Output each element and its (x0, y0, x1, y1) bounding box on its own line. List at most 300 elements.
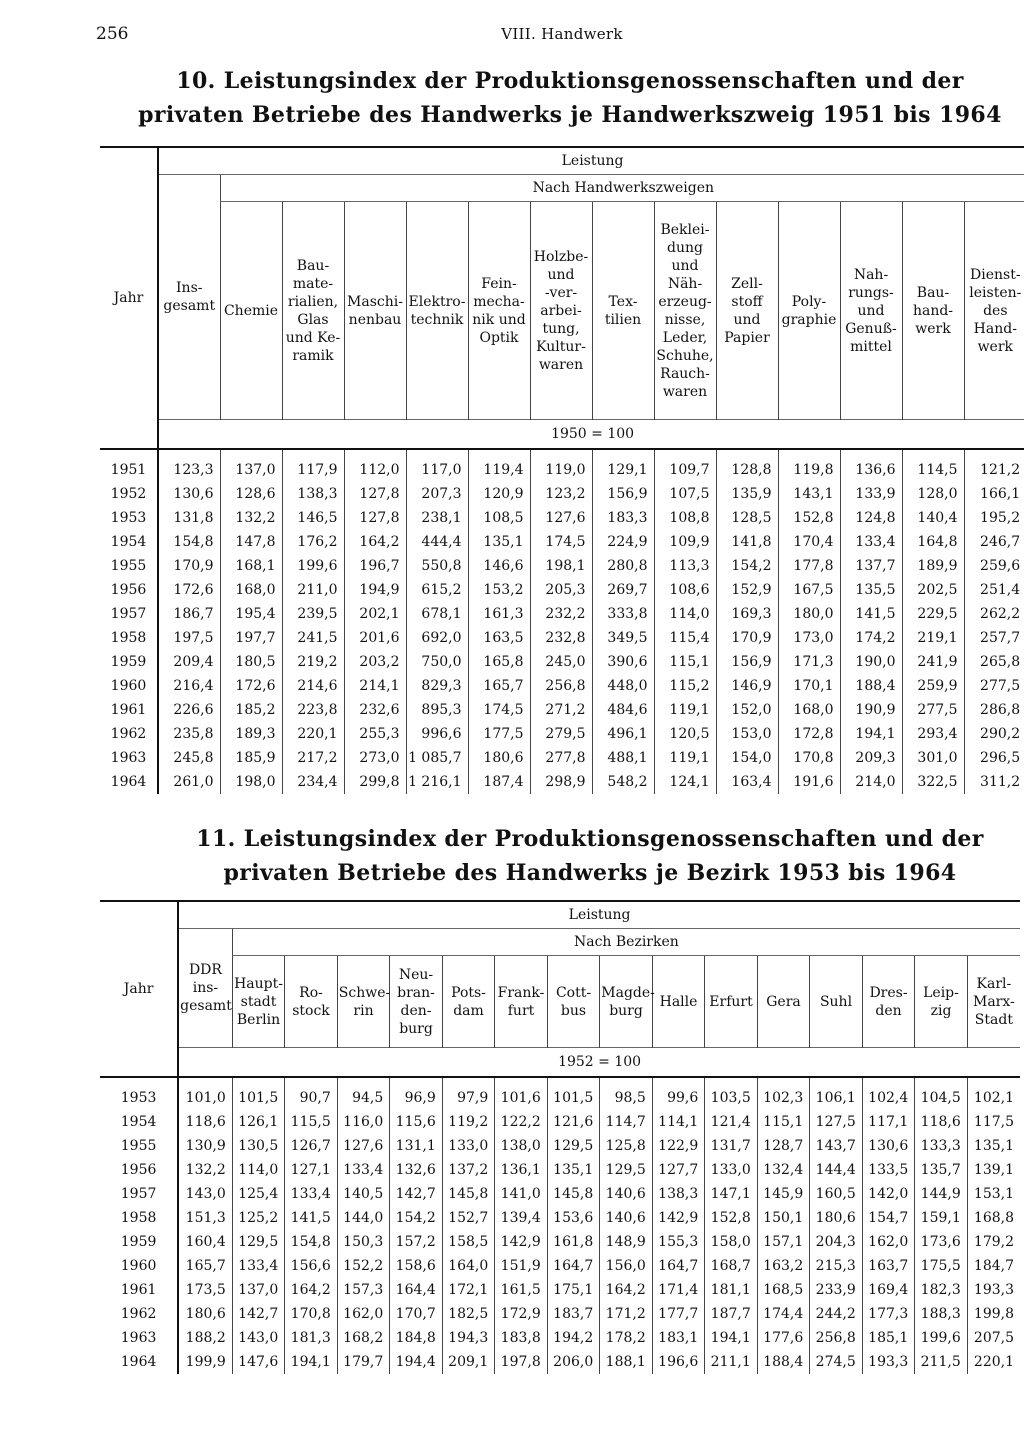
table10-cell: 219,2 (282, 650, 344, 674)
table10-cell: 290,2 (964, 722, 1024, 746)
table10-cell: 109,9 (654, 530, 716, 554)
table10-cell: 209,3 (840, 746, 902, 770)
table11-cell: 141,5 (285, 1206, 338, 1230)
table11-cell: 152,2 (337, 1254, 390, 1278)
table10-cell: 299,8 (344, 770, 406, 794)
table10-cell: 119,8 (778, 449, 840, 482)
table11-cell: 177,3 (862, 1302, 915, 1326)
table11-cell: 164,4 (390, 1278, 443, 1302)
table11-cell: 194,1 (285, 1350, 338, 1374)
table10-row-year: 1952 (110, 486, 147, 502)
table10-cell: 128,8 (716, 449, 778, 482)
table10-col-10: Poly- graphie (778, 202, 840, 420)
table11-cell: 101,6 (495, 1077, 548, 1110)
table10-cell: 895,3 (406, 698, 468, 722)
table11-cell: 175,5 (915, 1254, 968, 1278)
table-row (100, 770, 1024, 794)
table10-cell: 296,5 (964, 746, 1024, 770)
table11-cell: 175,1 (547, 1278, 600, 1302)
table11-cell: 125,2 (232, 1206, 285, 1230)
table11-cell: 121,4 (705, 1110, 758, 1134)
table10-row-year: 1959 (110, 654, 147, 670)
table10-cell: 115,2 (654, 674, 716, 698)
table10-cell: 112,0 (344, 449, 406, 482)
table11-cell: 157,3 (337, 1278, 390, 1302)
table10-cell: 124,1 (654, 770, 716, 794)
table10-cell: 133,4 (840, 530, 902, 554)
table11-cell: 138,0 (495, 1134, 548, 1158)
table10-cell: 444,4 (406, 530, 468, 554)
table11-cell: 181,1 (705, 1278, 758, 1302)
table10-row-year: 1964 (110, 774, 147, 790)
table10-cell: 488,1 (592, 746, 654, 770)
table11 (100, 900, 1020, 1374)
table10-cell: 143,1 (778, 482, 840, 506)
table10-cell: 156,9 (592, 482, 654, 506)
table10-cell: 271,2 (530, 698, 592, 722)
table10-cell: 123,3 (158, 449, 220, 482)
table11-cell: 126,1 (232, 1110, 285, 1134)
table-row (100, 674, 1024, 698)
table10-cell: 201,6 (344, 626, 406, 650)
table10-cell: 185,2 (220, 698, 282, 722)
table10-cell: 121,2 (964, 449, 1024, 482)
table10-col-7: Tex- tilien (592, 202, 654, 420)
table10-cell: 261,0 (158, 770, 220, 794)
table-row (100, 746, 1024, 770)
table11-cell: 158,6 (390, 1254, 443, 1278)
table10-cell: 119,4 (468, 449, 530, 482)
table10-cell: 161,3 (468, 602, 530, 626)
table11-cell: 117,5 (967, 1110, 1020, 1134)
table11-row-year: 1953 (120, 1090, 157, 1106)
table-row (100, 554, 1024, 578)
table11-cell: 114,7 (600, 1110, 653, 1134)
table-row (100, 1254, 1020, 1278)
table11-cell: 130,5 (232, 1134, 285, 1158)
table10-cell: 235,8 (158, 722, 220, 746)
table10-cell: 548,2 (592, 770, 654, 794)
table11-base-label: 1952 = 100 (178, 1048, 1020, 1078)
table11-cell: 180,6 (810, 1206, 863, 1230)
table10-cell: 223,8 (282, 698, 344, 722)
table10-row-year: 1956 (110, 582, 147, 598)
table10-cell: 262,2 (964, 602, 1024, 626)
table11-cell: 129,5 (232, 1230, 285, 1254)
table10-cell: 484,6 (592, 698, 654, 722)
table10-cell: 194,1 (840, 722, 902, 746)
table11-cell: 143,0 (178, 1182, 232, 1206)
table10-cell: 241,9 (902, 650, 964, 674)
table11-cell: 194,3 (442, 1326, 495, 1350)
table10-cell: 214,6 (282, 674, 344, 698)
table-row (100, 1182, 1020, 1206)
table10-row-year: 1963 (110, 750, 147, 766)
table10-cell: 198,0 (220, 770, 282, 794)
table11-cell: 104,5 (915, 1077, 968, 1110)
table-row (100, 1302, 1020, 1326)
table11-cell: 157,2 (390, 1230, 443, 1254)
table10-cell: 109,7 (654, 449, 716, 482)
table11-cell: 206,0 (547, 1350, 600, 1374)
table11-cell: 193,3 (967, 1278, 1020, 1302)
table10-cell: 167,5 (778, 578, 840, 602)
table10-cell: 170,4 (778, 530, 840, 554)
table10-cell: 146,6 (468, 554, 530, 578)
running-head: VIII. Handwerk (501, 25, 623, 43)
table11-cell: 188,2 (178, 1326, 232, 1350)
table10-col-2: Bau- mate- rialien, Glas und Ke- ramik (282, 202, 344, 420)
table11-row-year: 1963 (120, 1330, 157, 1346)
table10-cell: 256,8 (530, 674, 592, 698)
table11-cell: 127,6 (337, 1134, 390, 1158)
table11-cell: 102,4 (862, 1077, 915, 1110)
table11-cell: 103,5 (705, 1077, 758, 1110)
table10-cell: 177,5 (468, 722, 530, 746)
table10-cell: 349,5 (592, 626, 654, 650)
table11-cell: 106,1 (810, 1077, 863, 1110)
table11-cell: 133,3 (915, 1134, 968, 1158)
table10-cell: 293,4 (902, 722, 964, 746)
table11-row-year: 1957 (120, 1186, 157, 1202)
table11-cell: 174,4 (757, 1302, 810, 1326)
table11-cell: 118,6 (178, 1110, 232, 1134)
table11-row-year: 1958 (120, 1210, 157, 1226)
table11-title-line2: privaten Betriebe des Handwerks je Bezirk 1953 bis 1964 (223, 860, 957, 886)
table11-cell: 185,1 (862, 1326, 915, 1350)
table11-cell: 144,4 (810, 1158, 863, 1182)
table11-cell: 211,5 (915, 1350, 968, 1374)
table11-cell: 169,4 (862, 1278, 915, 1302)
table10-cell: 119,0 (530, 449, 592, 482)
table11-cell: 130,9 (178, 1134, 232, 1158)
table11-cell: 137,0 (232, 1278, 285, 1302)
table11-cell: 102,1 (967, 1077, 1020, 1110)
table11-cell: 114,1 (652, 1110, 705, 1134)
table10-cell: 301,0 (902, 746, 964, 770)
table11-cell: 143,0 (232, 1326, 285, 1350)
table10-cell: 170,9 (716, 626, 778, 650)
table10-row-year: 1953 (110, 510, 147, 526)
table10-cell: 135,5 (840, 578, 902, 602)
table10-cell: 273,0 (344, 746, 406, 770)
table11-cell: 140,6 (600, 1206, 653, 1230)
table10-cell: 108,5 (468, 506, 530, 530)
table10-cell: 128,6 (220, 482, 282, 506)
table11-cell: 148,9 (600, 1230, 653, 1254)
table11-cell: 244,2 (810, 1302, 863, 1326)
table10-cell: 115,4 (654, 626, 716, 650)
table-row (100, 650, 1024, 674)
table10-cell: 137,7 (840, 554, 902, 578)
table11-cell: 173,5 (178, 1278, 232, 1302)
table10-cell: 202,1 (344, 602, 406, 626)
table11-cell: 127,1 (285, 1158, 338, 1182)
table10-cell: 180,0 (778, 602, 840, 626)
table11-cell: 180,6 (178, 1302, 232, 1326)
table11-cell: 199,9 (178, 1350, 232, 1374)
table10-cell: 114,0 (654, 602, 716, 626)
table11-col-7: Cott- bus (547, 956, 600, 1048)
table11-col-14: Leip- zig (915, 956, 968, 1048)
table11-cell: 164,7 (547, 1254, 600, 1278)
table10-cell: 189,3 (220, 722, 282, 746)
table10-cell: 216,4 (158, 674, 220, 698)
table10-cell: 119,1 (654, 698, 716, 722)
table11-cell: 96,9 (390, 1077, 443, 1110)
table11-cell: 131,1 (390, 1134, 443, 1158)
table11-group-header: Leistung (178, 901, 1020, 929)
table10-cell: 198,1 (530, 554, 592, 578)
table10-cell: 1 216,1 (406, 770, 468, 794)
table10-cell: 176,2 (282, 530, 344, 554)
table10-row-year: 1957 (110, 606, 147, 622)
table11-cell: 171,2 (600, 1302, 653, 1326)
table11-cell: 145,8 (547, 1182, 600, 1206)
table10-cell: 154,0 (716, 746, 778, 770)
table10-cell: 127,8 (344, 482, 406, 506)
table10-col-5: Fein- mecha- nik und Optik (468, 202, 530, 420)
table11-col-9: Halle (652, 956, 705, 1048)
table10-cell: 128,5 (716, 506, 778, 530)
table10-cell: 197,7 (220, 626, 282, 650)
table10-cell: 183,3 (592, 506, 654, 530)
table11-cell: 196,6 (652, 1350, 705, 1374)
table10-cell: 214,1 (344, 674, 406, 698)
table11-cell: 220,1 (967, 1350, 1020, 1374)
table10-cell: 205,3 (530, 578, 592, 602)
table11-year-header: Jahr (100, 901, 178, 1077)
table10-cell: 146,5 (282, 506, 344, 530)
table11-sub-header: Nach Bezirken (232, 929, 1020, 956)
table11-cell: 150,1 (757, 1206, 810, 1230)
table10-cell: 168,1 (220, 554, 282, 578)
table11-row-year: 1962 (120, 1306, 157, 1322)
table10-cell: 138,3 (282, 482, 344, 506)
table10-cell: 153,0 (716, 722, 778, 746)
table11-row-year: 1959 (120, 1234, 157, 1250)
table10-cell: 170,9 (158, 554, 220, 578)
table10-col-4: Elektro- technik (406, 202, 468, 420)
table11-cell: 152,8 (705, 1206, 758, 1230)
table11-col-12: Suhl (810, 956, 863, 1048)
table11-cell: 188,3 (915, 1302, 968, 1326)
table11-col-8: Magde- burg (600, 956, 653, 1048)
table11-col-0: DDR ins- gesamt (178, 929, 232, 1048)
table11-cell: 97,9 (442, 1077, 495, 1110)
table11-cell: 162,0 (337, 1302, 390, 1326)
table10-cell: 171,3 (778, 650, 840, 674)
table10-cell: 172,6 (158, 578, 220, 602)
table10-cell: 190,0 (840, 650, 902, 674)
table11-cell: 151,3 (178, 1206, 232, 1230)
table10-cell: 245,0 (530, 650, 592, 674)
table11-cell: 160,4 (178, 1230, 232, 1254)
table11-col-13: Dres- den (862, 956, 915, 1048)
table10-cell: 128,0 (902, 482, 964, 506)
table11-cell: 158,5 (442, 1230, 495, 1254)
table10-cell: 137,0 (220, 449, 282, 482)
table11-cell: 140,6 (600, 1182, 653, 1206)
table10-cell: 114,5 (902, 449, 964, 482)
table11-cell: 194,2 (547, 1326, 600, 1350)
table10-sub-header: Nach Handwerkszweigen (220, 175, 1024, 202)
table11-cell: 164,7 (652, 1254, 705, 1278)
table10-cell: 496,1 (592, 722, 654, 746)
table10-cell: 154,8 (158, 530, 220, 554)
table10-cell: 196,7 (344, 554, 406, 578)
table11-cell: 157,1 (757, 1230, 810, 1254)
table11-col-1: Haupt- stadt Berlin (232, 956, 285, 1048)
table11-col-11: Gera (757, 956, 810, 1048)
table11-cell: 177,7 (652, 1302, 705, 1326)
table11-cell: 135,1 (547, 1158, 600, 1182)
table10-title (120, 64, 1020, 132)
table11-cell: 116,0 (337, 1110, 390, 1134)
table11-cell: 153,6 (547, 1206, 600, 1230)
table10-cell: 115,1 (654, 650, 716, 674)
table10-cell: 174,5 (468, 698, 530, 722)
table10-cell: 232,6 (344, 698, 406, 722)
table11-cell: 207,5 (967, 1326, 1020, 1350)
table11-cell: 137,2 (442, 1158, 495, 1182)
table10-cell: 232,8 (530, 626, 592, 650)
table10-row-year: 1951 (110, 462, 147, 478)
table10-cell: 140,4 (902, 506, 964, 530)
table11-cell: 156,0 (600, 1254, 653, 1278)
table10-cell: 172,6 (220, 674, 282, 698)
table10-cell: 130,6 (158, 482, 220, 506)
table11-cell: 152,7 (442, 1206, 495, 1230)
table10-cell: 136,6 (840, 449, 902, 482)
table10-col-9: Zell- stoff und Papier (716, 202, 778, 420)
table10-cell: 750,0 (406, 650, 468, 674)
table11-cell: 163,2 (757, 1254, 810, 1278)
table11-cell: 142,7 (232, 1302, 285, 1326)
table10-cell: 187,4 (468, 770, 530, 794)
table10-cell: 108,8 (654, 506, 716, 530)
table-row (100, 1230, 1020, 1254)
table11-cell: 178,2 (600, 1326, 653, 1350)
table11-cell: 162,0 (862, 1230, 915, 1254)
table11-cell: 114,0 (232, 1158, 285, 1182)
table11-cell: 102,3 (757, 1077, 810, 1110)
table11-cell: 94,5 (337, 1077, 390, 1110)
table10-cell: 165,7 (468, 674, 530, 698)
table11-cell: 211,1 (705, 1350, 758, 1374)
table11-cell: 172,9 (495, 1302, 548, 1326)
table11-cell: 145,9 (757, 1182, 810, 1206)
table10-cell: 141,5 (840, 602, 902, 626)
table10-cell: 135,9 (716, 482, 778, 506)
table11-row-year: 1955 (120, 1138, 157, 1154)
table-row (100, 1206, 1020, 1230)
table-row (100, 626, 1024, 650)
table11-cell: 136,1 (495, 1158, 548, 1182)
table10-cell: 166,1 (964, 482, 1024, 506)
table10-col-1: Chemie (220, 202, 282, 420)
table10-cell: 129,1 (592, 449, 654, 482)
table11-col-6: Frank- furt (495, 956, 548, 1048)
table11-cell: 142,0 (862, 1182, 915, 1206)
table11-cell: 188,1 (600, 1350, 653, 1374)
table11-cell: 115,5 (285, 1110, 338, 1134)
table10-col-12: Bau- hand- werk (902, 202, 964, 420)
table11-cell: 256,8 (810, 1326, 863, 1350)
table11-col-15: Karl- Marx- Stadt (967, 956, 1020, 1048)
table10-cell: 678,1 (406, 602, 468, 626)
table11-cell: 164,0 (442, 1254, 495, 1278)
table10-cell: 448,0 (592, 674, 654, 698)
table11-cell: 156,6 (285, 1254, 338, 1278)
table10-cell: 117,0 (406, 449, 468, 482)
table10-cell: 692,0 (406, 626, 468, 650)
table11-cell: 119,2 (442, 1110, 495, 1134)
table10-col-8: Beklei- dung und Näh- erzeug- nisse, Leder, Schuhe, Rauch- waren (654, 202, 716, 420)
table10-cell: 120,5 (654, 722, 716, 746)
table11-cell: 133,5 (862, 1158, 915, 1182)
table10-cell: 120,9 (468, 482, 530, 506)
table10-cell: 245,8 (158, 746, 220, 770)
page-number: 256 (96, 24, 129, 44)
table-row (100, 1278, 1020, 1302)
table10-cell: 113,3 (654, 554, 716, 578)
table11-cell: 147,6 (232, 1350, 285, 1374)
table11-cell: 164,2 (600, 1278, 653, 1302)
table11-cell: 145,8 (442, 1182, 495, 1206)
table10-group-header: Leistung (158, 147, 1024, 175)
table11-cell: 127,7 (652, 1158, 705, 1182)
table11-title-line1: 11. Leistungsindex der Produktionsgenossenschaften und der (196, 826, 984, 852)
table11-cell: 133,0 (442, 1134, 495, 1158)
table11-row-year: 1954 (120, 1114, 157, 1130)
table11-cell: 121,6 (547, 1110, 600, 1134)
table10-cell: 259,6 (964, 554, 1024, 578)
table11-cell: 117,1 (862, 1110, 915, 1134)
table10-cell: 209,4 (158, 650, 220, 674)
table11-cell: 188,4 (757, 1350, 810, 1374)
table11-cell: 183,1 (652, 1326, 705, 1350)
table-row (100, 1158, 1020, 1182)
table10-cell: 311,2 (964, 770, 1024, 794)
table11-cell: 130,6 (862, 1134, 915, 1158)
table11-cell: 204,3 (810, 1230, 863, 1254)
table11-cell: 139,4 (495, 1206, 548, 1230)
table11-cell: 182,5 (442, 1302, 495, 1326)
table10-cell: 153,2 (468, 578, 530, 602)
table10-cell: 152,0 (716, 698, 778, 722)
table11-cell: 158,0 (705, 1230, 758, 1254)
table10-cell: 163,4 (716, 770, 778, 794)
table10-cell: 197,5 (158, 626, 220, 650)
table10-cell: 177,8 (778, 554, 840, 578)
table11-cell: 135,1 (967, 1134, 1020, 1158)
table11-cell: 159,1 (915, 1206, 968, 1230)
table11-cell: 160,5 (810, 1182, 863, 1206)
table10-cell: 152,9 (716, 578, 778, 602)
table11-cell: 193,3 (862, 1350, 915, 1374)
table11-row-year: 1961 (120, 1282, 157, 1298)
table10-cell: 214,0 (840, 770, 902, 794)
table10-cell: 259,9 (902, 674, 964, 698)
table10-cell: 239,5 (282, 602, 344, 626)
table10-cell: 224,9 (592, 530, 654, 554)
table11-row-year: 1960 (120, 1258, 157, 1274)
table-row (100, 1350, 1020, 1374)
table10-cell: 279,5 (530, 722, 592, 746)
table10-cell: 202,5 (902, 578, 964, 602)
table10-cell: 257,7 (964, 626, 1024, 650)
